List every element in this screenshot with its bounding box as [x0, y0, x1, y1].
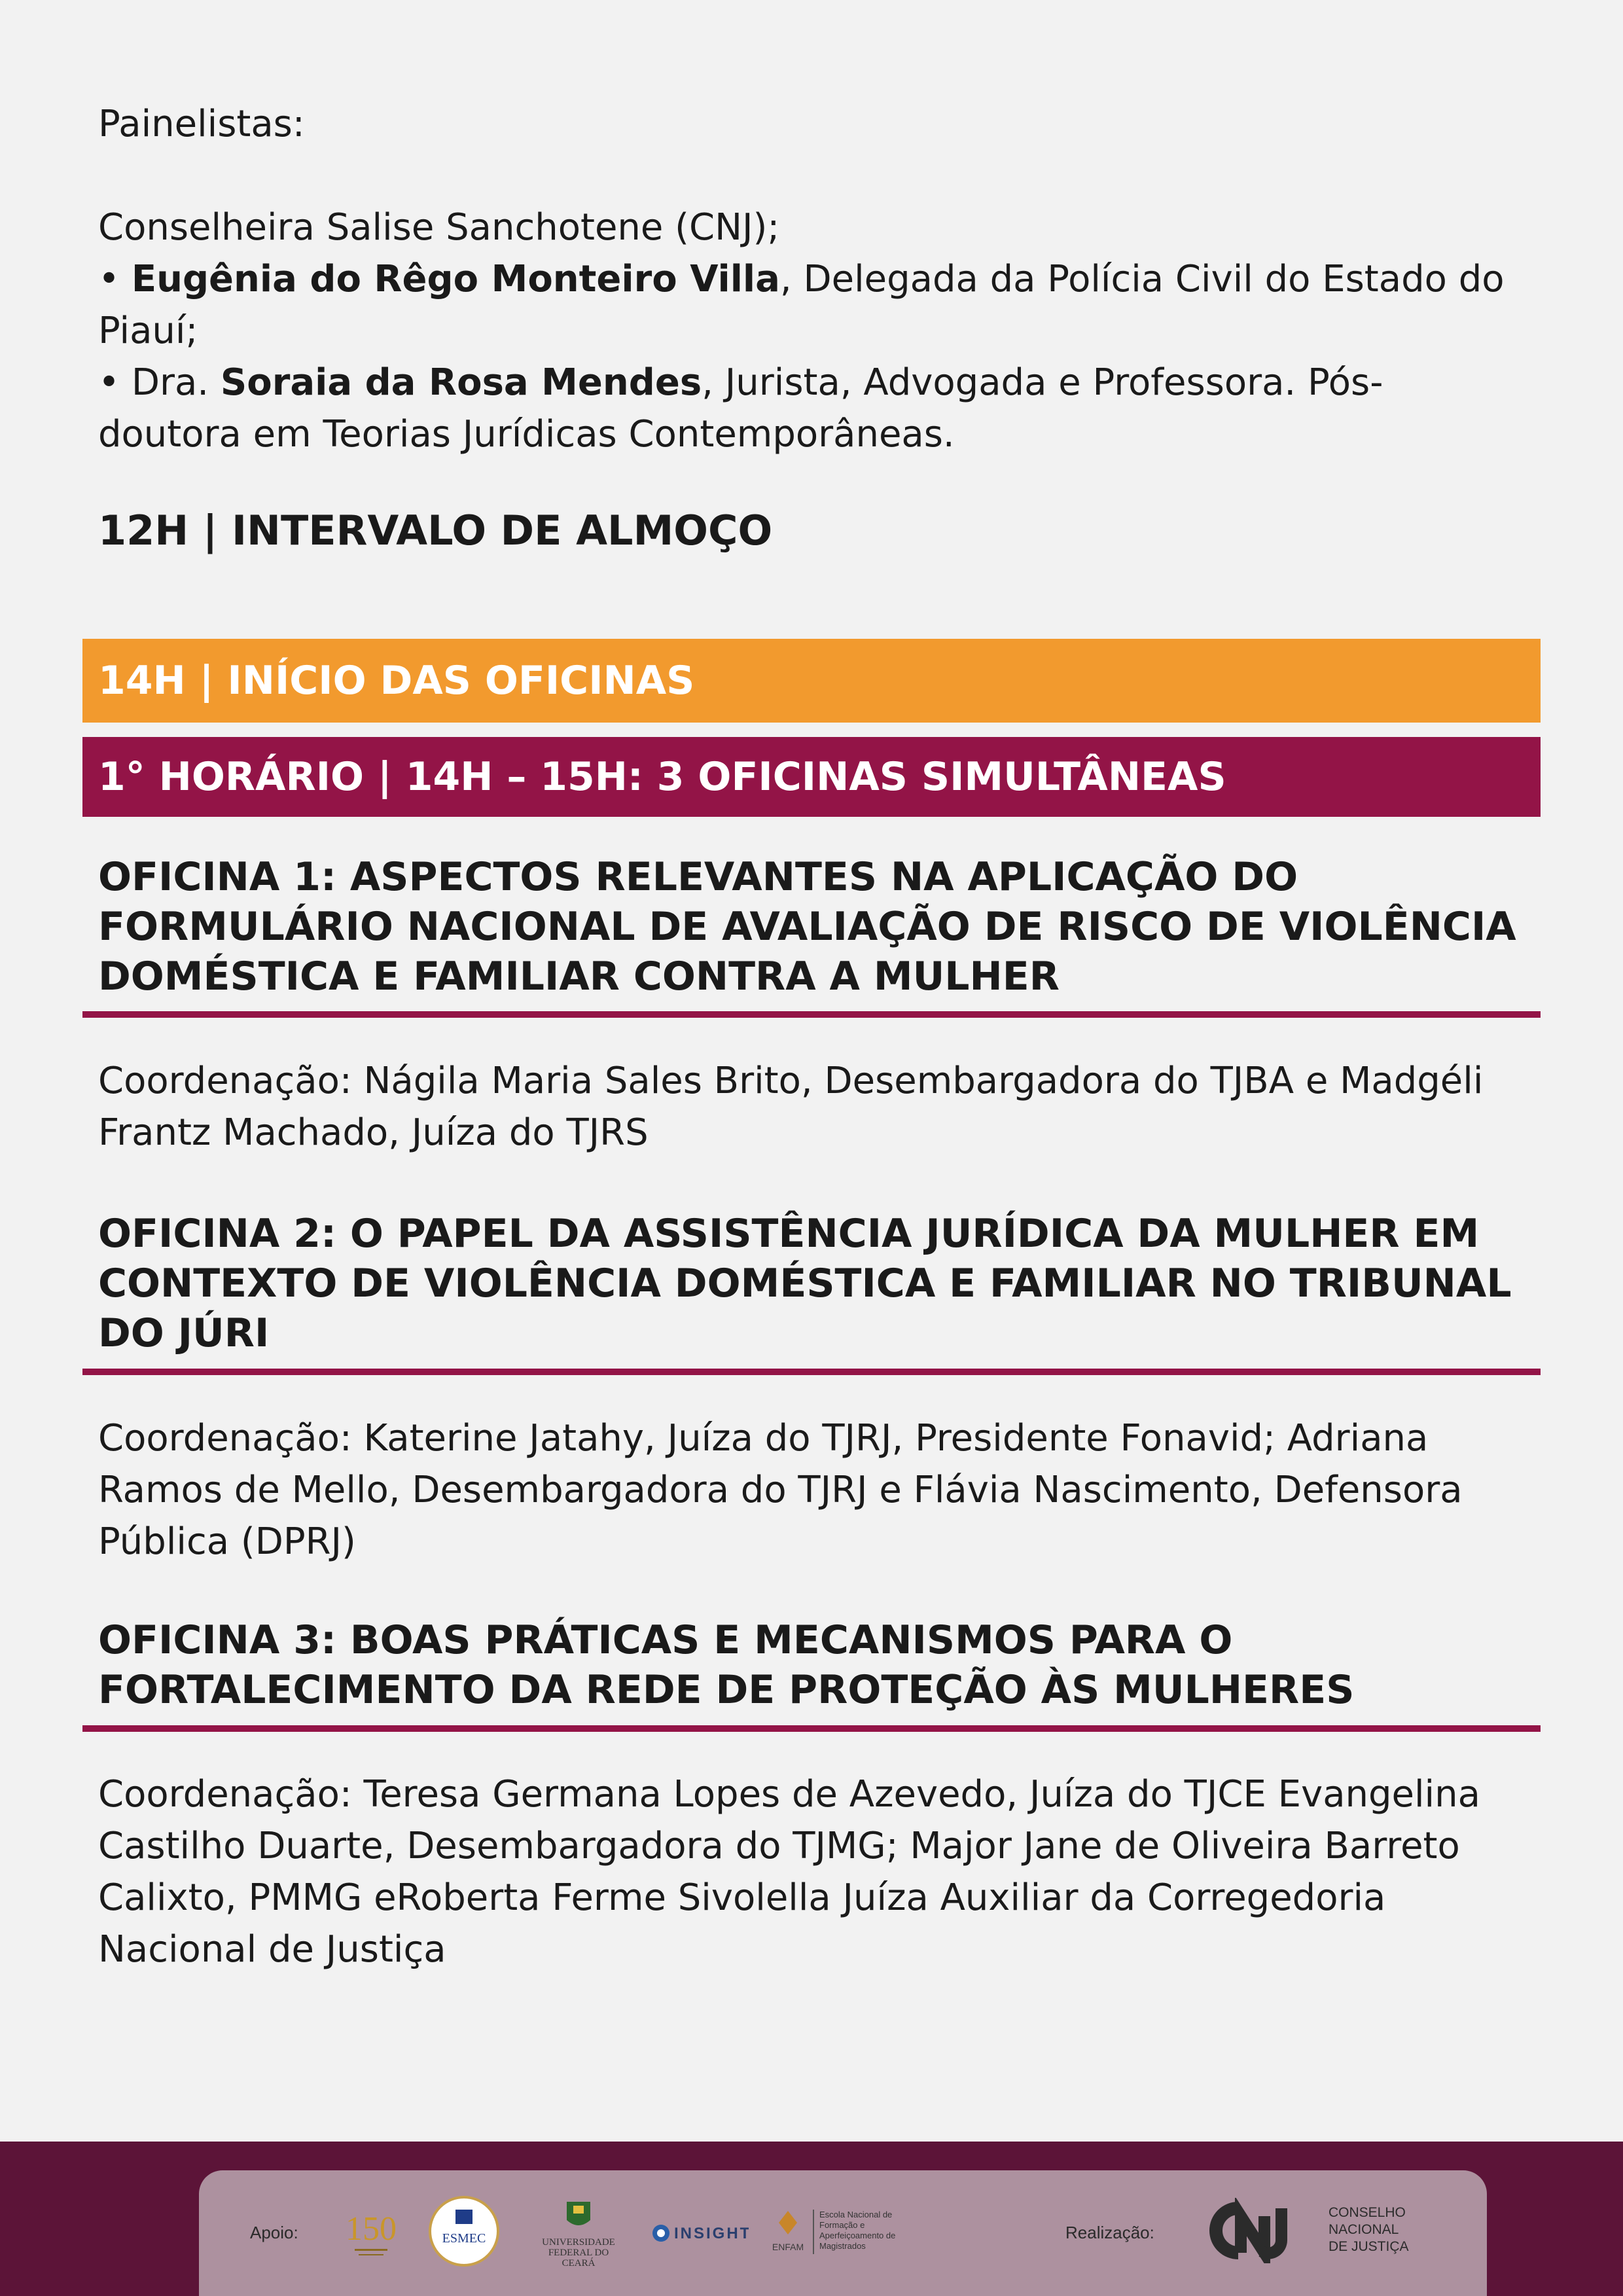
workshop-title: OFICINA 1: ASPECTOS RELEVANTES NA APLICAÇÃO DO FORMULÁRIO NACIONAL DE AVALIAÇÃO DE RISCO DE VIOLÊNCIA DOMÉSTICA E FAMILIAR CONTRA A MULHER: [98, 854, 1516, 999]
panelist-2: [98, 253, 1525, 357]
svg-text:ENFAM: ENFAM: [772, 2242, 804, 2252]
panelist-3: [98, 357, 1525, 460]
time-slot-bar: 1° HORÁRIO | 14H – 15H: 3 OFICINAS SIMULTÂNEAS: [82, 737, 1541, 817]
cnj-line-1: CONSELHO: [1329, 2205, 1406, 2220]
workshop-1-coordination: [98, 1055, 1525, 1158]
panelist-2-role: , Delegada da Polícia Civil do Estado do Piauí;: [98, 258, 1505, 352]
footer-logo-panel: [199, 2170, 1487, 2296]
cnj-line-3: DE JUSTIÇA: [1329, 2239, 1409, 2254]
panelist-2-name: Eugênia do Rêgo Monteiro Villa: [131, 258, 780, 300]
coordination-text: Coordenação: Nágila Maria Sales Brito, Desembargadora do TJBA e Madgéli Frantz Machado, Juíza do TJRS: [98, 1060, 1484, 1154]
workshop-2-title: [98, 1209, 1525, 1358]
coordination-text: Coordenação: Teresa Germana Lopes de Azevedo, Juíza do TJCE Evangelina Castilho Duarte, Desembargadora do TJMG; Major Jane de Oliveira Barreto Calixto, PMMG eRoberta Ferme Sivolella Juíza Auxiliar da Corregedoria Nacional de Justiça: [98, 1773, 1480, 1971]
panelist-1: Conselheira Salise Sanchotene (CNJ);: [98, 206, 780, 249]
svg-text:ESMEC: ESMEC: [442, 2231, 486, 2246]
footer: [0, 2142, 1623, 2296]
bullet: • Dra.: [98, 361, 221, 404]
divider: [82, 1369, 1541, 1375]
panelists-heading: Painelistas:: [98, 103, 305, 145]
workshop-1-title: [98, 852, 1525, 1001]
divider: [82, 1011, 1541, 1018]
realization-label: Realização:: [1065, 2223, 1154, 2242]
coordination-text: Coordenação: Katerine Jatahy, Juíza do TJRJ, Presidente Fonavid; Adriana Ramos de Mello, Desembargadora do TJRJ e Flávia Nascimento, Defensora Pública (DPRJ): [98, 1417, 1463, 1563]
cnj-logo: [1198, 2198, 1414, 2270]
support-label: Apoio:: [250, 2223, 298, 2242]
bullet: •: [98, 258, 132, 300]
divider: [82, 1725, 1541, 1732]
panelist-3-name: Soraia da Rosa Mendes: [220, 361, 702, 404]
workshops-start-bar: 14H | INÍCIO DAS OFICINAS: [82, 639, 1541, 723]
tj-150-logo: [342, 2194, 401, 2266]
workshop-title: OFICINA 3: BOAS PRÁTICAS E MECANISMOS PARA O FORTALECIMENTO DA REDE DE PROTEÇÃO ÀS MULHERES: [98, 1617, 1355, 1713]
insight-logo: [651, 2217, 749, 2250]
workshop-title: OFICINA 2: O PAPEL DA ASSISTÊNCIA JURÍDICA DA MULHER EM CONTEXTO DE VIOLÊNCIA DOMÉSTICA E FAMILIAR NO TRIBUNAL DO JÚRI: [98, 1211, 1512, 1356]
tj-150-text: 150: [346, 2210, 397, 2248]
esmec-logo: [428, 2195, 500, 2267]
ufc-logo: [539, 2198, 618, 2270]
lunch-heading: 12H | INTERVALO DE ALMOÇO: [98, 507, 773, 554]
svg-text:INSIGHT: INSIGHT: [674, 2225, 749, 2242]
enfam-subtitle: Escola Nacional de Formação e Aperfeiçoamento de Magistrados: [819, 2210, 896, 2251]
ufc-name: UNIVERSIDADE FEDERAL DO CEARÁ: [542, 2237, 615, 2269]
panelist-3-role: , Jurista, Advogada e Professora. Pós-doutora em Teorias Jurídicas Contemporâneas.: [98, 361, 1383, 456]
panel-section: [98, 98, 1525, 556]
enfam-logo: [768, 2207, 919, 2266]
workshop-3-title: [98, 1615, 1525, 1715]
cnj-line-2: NACIONAL: [1329, 2222, 1399, 2237]
workshop-2-coordination: [98, 1412, 1525, 1568]
workshop-3-coordination: [98, 1768, 1525, 1975]
